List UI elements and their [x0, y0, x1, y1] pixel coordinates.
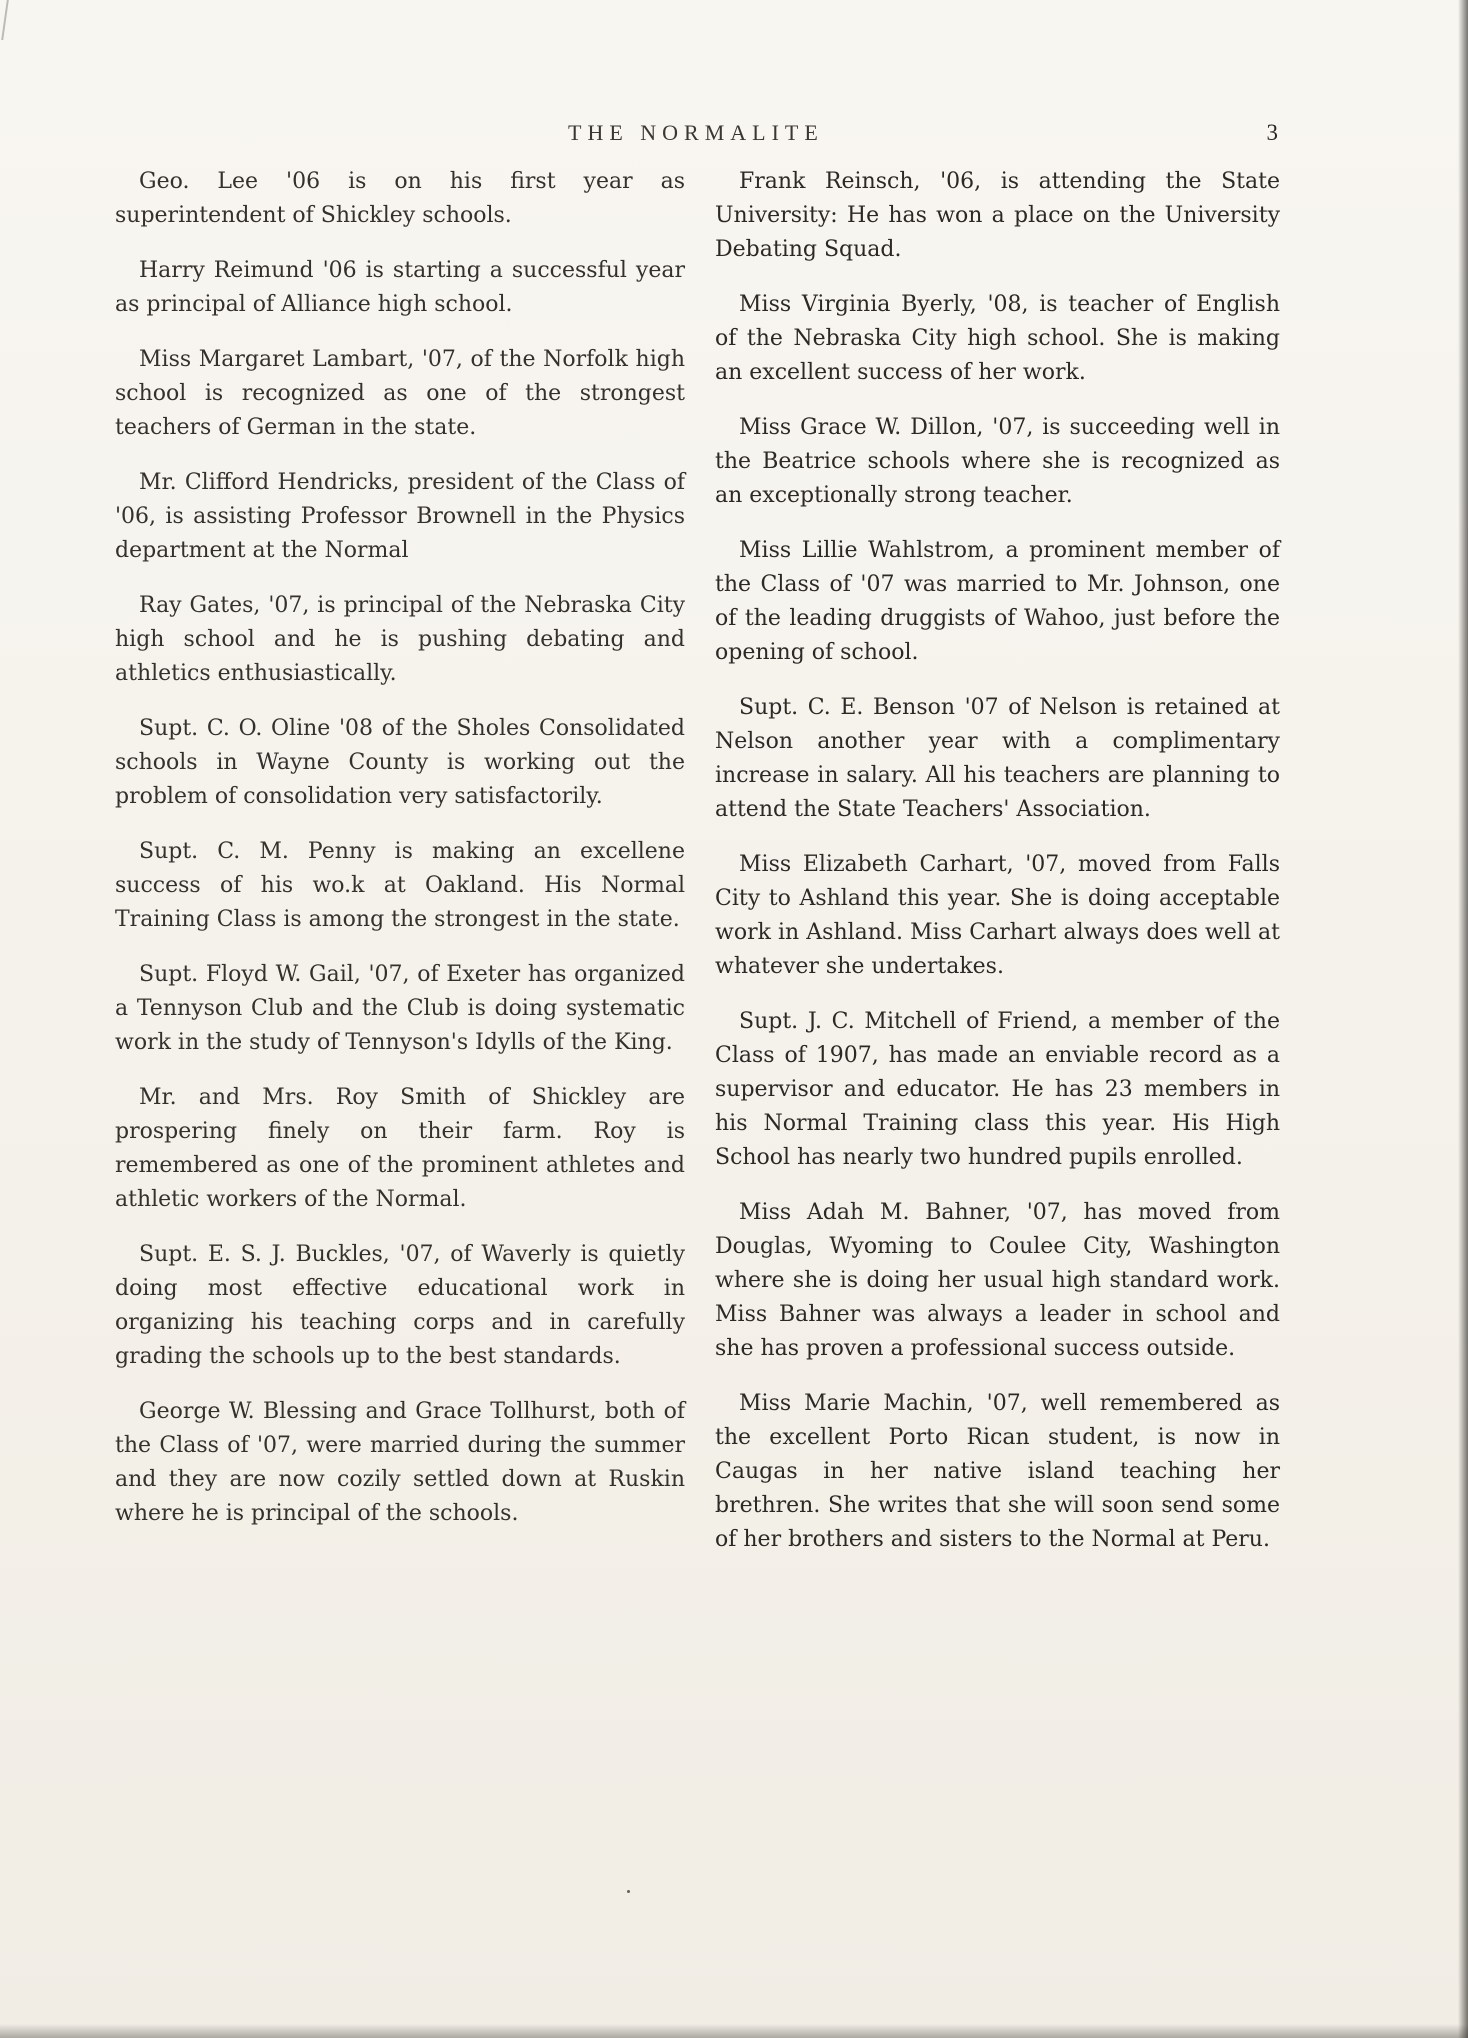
page-scratch-mark — [1, 0, 27, 40]
news-item: Supt. E. S. J. Buckles, '07, of Waverly is quietly doing most effective educational work in organizing his teaching corps and in carefully grading the schools up to the best standards. — [115, 1242, 685, 1369]
news-item: Supt. C. M. Penny is making an excellene success of his wo.k at Oakland. His Normal Training Class is among the strongest in the state. — [115, 839, 685, 932]
news-item: Miss Margaret Lambart, '07, of the Norfolk high school is recognized as one of the strongest teachers of German in the state. — [115, 347, 685, 440]
news-item: Miss Marie Machin, '07, well remembered as the excellent Porto Rican student, is now in Caugas in her native island teaching her brethren. She writes that she will soon send some of her brothers and sisters to the Normal at Peru. — [715, 1391, 1280, 1552]
news-item: Mr. Clifford Hendricks, president of the Class of '06, is assisting Professor Brownell in the Physics department at the Normal — [115, 470, 685, 563]
right-column — [715, 165, 1280, 1578]
page-number: 3 — [1266, 120, 1278, 145]
news-item: Miss Lillie Wahlstrom, a prominent member of the Class of '07 was married to Mr. Johnson, one of the leading druggists of Wahoo, just before the opening of school. — [715, 538, 1280, 665]
left-column — [115, 165, 685, 1552]
news-item: Ray Gates, '07, is principal of the Nebraska City high school and he is pushing debating and athletics enthusiastically. — [115, 593, 685, 686]
news-item: Harry Reimund '06 is starting a successful year as principal of Alliance high school. — [115, 258, 685, 317]
news-item: Miss Virginia Byerly, '08, is teacher of English of the Nebraska City high school. She is making an excellent success of her work. — [715, 292, 1280, 385]
ink-speck — [627, 1890, 630, 1893]
news-item: Miss Grace W. Dillon, '07, is succeeding well in the Beatrice schools where she is recognized as an exceptionally strong teacher. — [715, 415, 1280, 508]
news-item: Supt. J. C. Mitchell of Friend, a member of the Class of 1907, has made an enviable record as a supervisor and educator. He has 23 members in his Normal Training class this year. His High School has nearly two hundred pupils enrolled. — [715, 1009, 1280, 1170]
news-item: Geo. Lee '06 is on his first year as superintendent of Shickley schools. — [115, 169, 685, 228]
running-header-title: THE NORMALITE — [568, 120, 824, 145]
news-item: Miss Elizabeth Carhart, '07, moved from Falls City to Ashland this year. She is doing acceptable work in Ashland. Miss Carhart always does well at whatever she undertakes. — [715, 852, 1280, 979]
news-item: Supt. Floyd W. Gail, '07, of Exeter has organized a Tennyson Club and the Club is doing systematic work in the study of Tennyson's Idylls of the King. — [115, 962, 685, 1055]
page-bottom-shadow — [0, 2024, 1468, 2038]
news-item: George W. Blessing and Grace Tollhurst, both of the Class of '07, were married during the summer and they are now cozily settled down at Ruskin where he is principal of the schools. — [115, 1399, 685, 1526]
news-item: Frank Reinsch, '06, is attending the State University: He has won a place on the University Debating Squad. — [715, 169, 1280, 262]
news-item: Supt. C. E. Benson '07 of Nelson is retained at Nelson another year with a complimentary increase in salary. All his teachers are planning to attend the State Teachers' Association. — [715, 695, 1280, 822]
news-item: Mr. and Mrs. Roy Smith of Shickley are prospering finely on their farm. Roy is remembered as one of the prominent athletes and athletic workers of the Normal. — [115, 1085, 685, 1212]
binding-edge-shadow — [1458, 0, 1468, 2038]
news-item: Miss Adah M. Bahner, '07, has moved from Douglas, Wyoming to Coulee City, Washington where she is doing her usual high standard work. Miss Bahner was always a leader in school and she has proven a professional success outside. — [715, 1200, 1280, 1361]
news-item: Supt. C. O. Oline '08 of the Sholes Consolidated schools in Wayne County is working out the problem of consolidation very satisfactorily. — [115, 716, 685, 809]
